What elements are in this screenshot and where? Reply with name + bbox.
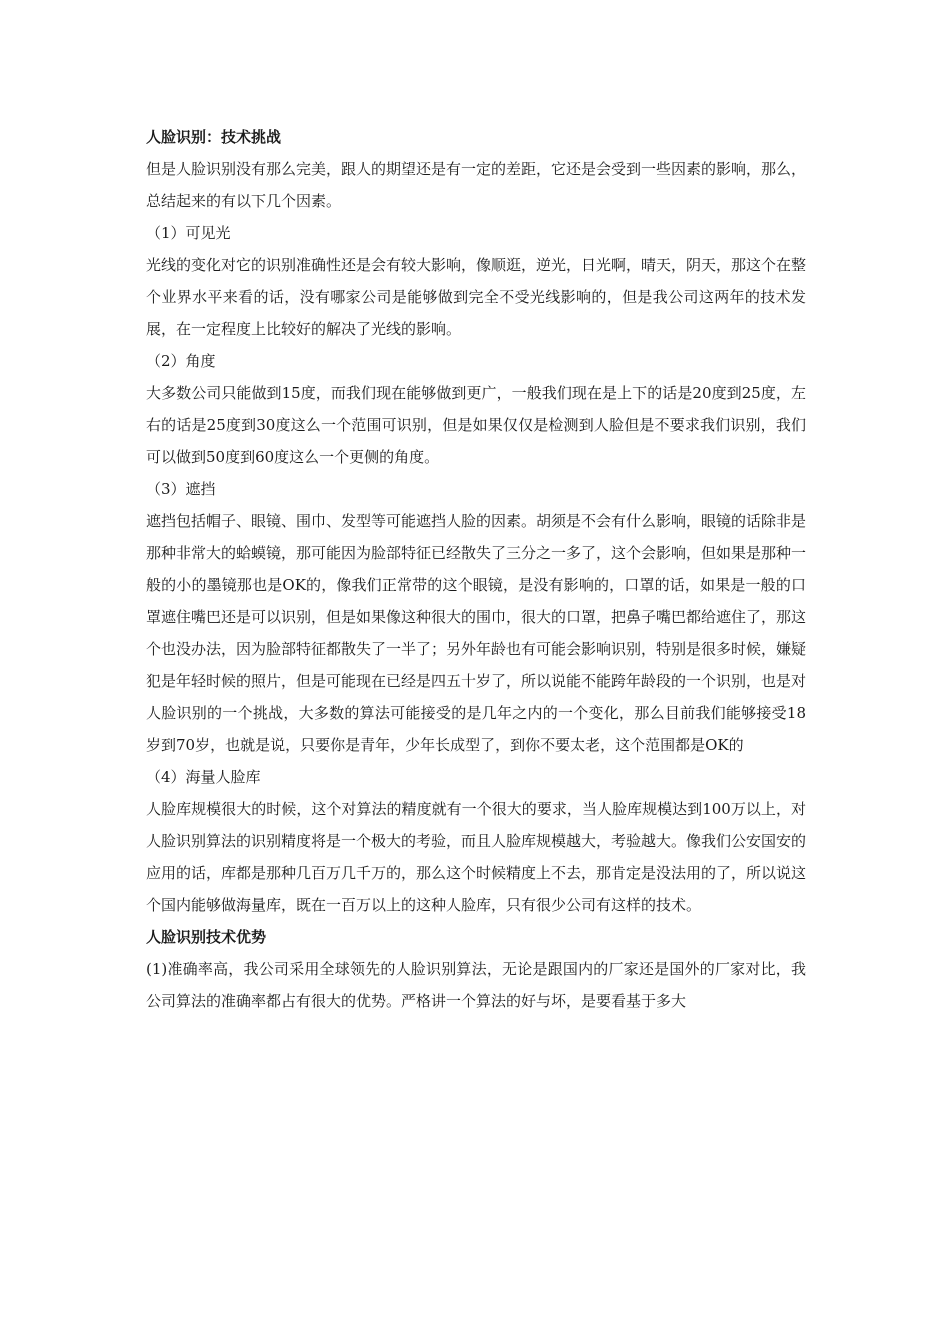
- factor-label-occlusion: （3）遮挡: [146, 480, 216, 498]
- factor-label-massive-face-library: （4）海量人脸库: [146, 768, 261, 786]
- factor-label-angle: （2）角度: [146, 352, 216, 370]
- factor-text-visible-light: 光线的变化对它的识别准确性还是会有较大影响，像顺逛，逆光，日光啊，晴天，阴天，那这个在整个业界水平来看的话，没有哪家公司是能够做到完全不受光线影响的，但是我公司这两年的技术发展，在一定程度上比较好的解决了光线的影响。: [146, 256, 807, 338]
- intro-paragraph: 但是人脸识别没有那么完美，跟人的期望还是有一定的差距，它还是会受到一些因素的影响，那么，总结起来的有以下几个因素。: [146, 160, 807, 210]
- factor-text-occlusion: 遮挡包括帽子、眼镜、围巾、发型等可能遮挡人脸的因素。胡须是不会有什么影响，眼镜的话除非是那种非常大的蛤蟆镜，那可能因为脸部特征已经散失了三分之一多了，这个会影响，但如果是那种一般的小的墨镜那也是OK的，像我们正常带的这个眼镜，是没有影响的，口罩的话，如果是一般的口罩遮住嘴巴还是可以识别，但是如果像这种很大的围巾，很大的口罩，把鼻子嘴巴都给遮住了，那这个也没办法，因为脸部特征都散失了一半了；另外年龄也有可能会影响识别，特别是很多时候，嫌疑犯是年轻时候的照片，但是可能现在已经是四五十岁了，所以说能不能跨年龄段的一个识别，也是对人脸识别的一个挑战，大多数的算法可能接受的是几年之内的一个变化，那么目前我们能够接受18岁到70岁，也就是说，只要你是青年，少年长成型了，到你不要太老，这个范围都是OK的: [146, 512, 807, 754]
- document-page: [146, 121, 806, 1017]
- advantages-paragraph: (1)准确率高，我公司采用全球领先的人脸识别算法，无论是跟国内的厂家还是国外的厂家对比，我公司算法的准确率都占有很大的优势。严格讲一个算法的好与坏，是要看基于多大: [146, 960, 806, 1010]
- factor-label-visible-light: （1）可见光: [146, 224, 231, 242]
- factor-text-massive-face-library: 人脸库规模很大的时候，这个对算法的精度就有一个很大的要求，当人脸库规模达到100万以上，对人脸识别算法的识别精度将是一个极大的考验，而且人脸库规模越大，考验越大。像我们公安国安的应用的话，库都是那种几百万几千万的，那么这个时候精度上不去，那肯定是没法用的了，所以说这个国内能够做海量库，既在一百万以上的这种人脸库，只有很少公司有这样的技术。: [146, 800, 807, 914]
- section-heading-advantages: 人脸识别技术优势: [146, 928, 267, 946]
- section-heading-challenges: 人脸识别：技术挑战: [146, 128, 282, 146]
- factor-text-angle: 大多数公司只能做到15度，而我们现在能够做到更广，一般我们现在是上下的话是20度到25度，左右的话是25度到30度这么一个范围可识别，但是如果仅仅是检测到人脸但是不要求我们识别，我们可以做到50度到60度这么一个更侧的角度。: [146, 384, 806, 466]
